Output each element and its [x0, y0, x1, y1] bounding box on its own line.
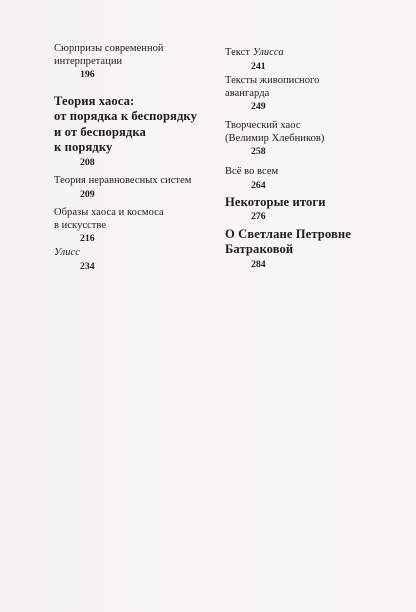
- toc-entry-page: 249: [251, 101, 266, 112]
- toc-entry-page: 216: [80, 233, 95, 244]
- toc-entry-nonequilibrium: [54, 175, 224, 201]
- toc-entry-avantgarde: [225, 75, 395, 113]
- toc-entry-ulysses-text: [225, 47, 395, 73]
- toc-entry-title: Творческий хаос (Велимир Хлебников): [225, 120, 325, 144]
- toc-entry-title: Сюрпризы современной интерпретации: [54, 43, 164, 67]
- toc-entry-title: Улисс: [54, 247, 80, 258]
- toc-entry-title: Образы хаоса и космоса в искусстве: [54, 207, 164, 231]
- toc-entry-page: 264: [251, 179, 266, 191]
- toc-entry-about-batrakova: [225, 227, 395, 271]
- toc-entry-ulysses: [54, 247, 224, 273]
- toc-entry-page: 276: [251, 211, 266, 223]
- toc-entry-title-italic: Улисса: [252, 47, 284, 58]
- toc-entry-title: О Светлане Петровне Батраковой: [225, 227, 351, 257]
- toc-entry-page: 258: [251, 146, 266, 157]
- toc-entry-chaos-theory: [54, 94, 224, 169]
- toc-entry-title: Тексты живописного авангарда: [225, 75, 320, 99]
- toc-entry-all-in-all: [225, 166, 395, 192]
- toc-entry-page: 241: [251, 60, 266, 72]
- toc-entry-title: [225, 47, 395, 60]
- toc-entry-creative-chaos: [225, 120, 395, 158]
- toc-entry-surprises: [54, 43, 224, 81]
- toc-entry-title-prefix: Текст: [225, 47, 253, 58]
- toc-entry-page: 209: [80, 188, 95, 200]
- toc-entry-page: 234: [80, 260, 95, 272]
- toc-entry-page: 196: [80, 69, 95, 80]
- toc-entry-title: Теория хаоса: от порядка к беспорядку и от беспорядка к порядку: [54, 94, 198, 155]
- toc-entry-images-of-chaos: [54, 207, 224, 245]
- toc-entry-title: Всё во всем: [225, 166, 279, 177]
- toc-entry-page: 208: [80, 156, 95, 168]
- toc-entry-page: 284: [251, 258, 266, 270]
- toc-entry-title: Некоторые итоги: [225, 195, 326, 209]
- toc-entry-title: Теория неравновесных систем: [54, 175, 192, 186]
- toc-entry-conclusions: [225, 195, 395, 223]
